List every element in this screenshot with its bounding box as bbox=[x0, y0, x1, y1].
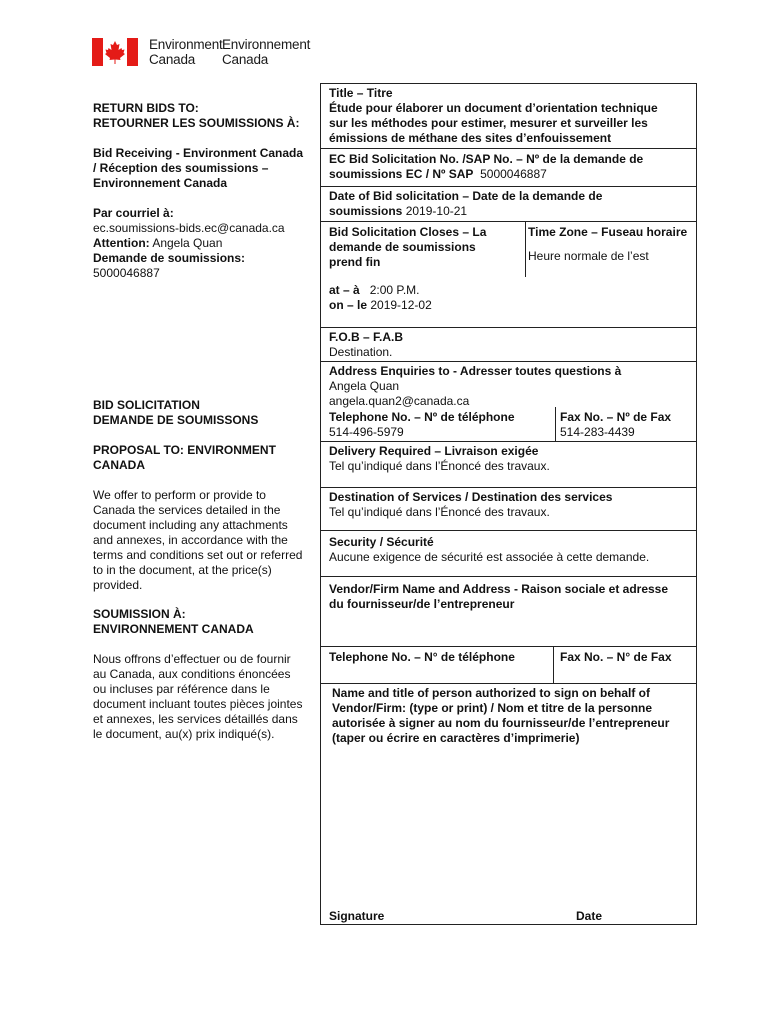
title-section bbox=[329, 86, 695, 146]
vendor-phone-field[interactable] bbox=[329, 650, 551, 665]
vendor-fax-label: Fax No. – N° de Fax bbox=[560, 650, 672, 664]
form-divider bbox=[320, 327, 697, 328]
vendor-telephone-label: Telephone No. – N° de téléphone bbox=[329, 650, 515, 664]
form-divider bbox=[320, 148, 697, 149]
return-bids-fr: RETOURNER LES SOUMISSIONS À: bbox=[93, 116, 300, 130]
form-divider-vertical bbox=[553, 646, 554, 683]
closing-label-line2: demande de soumissions bbox=[329, 240, 476, 254]
bid-email-link[interactable]: ec.soumissions-bids.ec@canada.ca bbox=[93, 221, 285, 235]
soumission-line2: ENVIRONNEMENT CANADA bbox=[93, 622, 254, 636]
form-divider-vertical bbox=[525, 221, 526, 277]
closing-section bbox=[329, 225, 521, 270]
destination-label: Destination of Services / Destination des services bbox=[329, 490, 613, 504]
proposal-line2: CANADA bbox=[93, 458, 145, 472]
enquiries-phone bbox=[329, 410, 553, 440]
bid-receiving-line2: / Réception des soumissions – bbox=[93, 161, 269, 175]
form-divider-vertical bbox=[555, 407, 556, 441]
delivery-section bbox=[329, 444, 695, 474]
contact-block bbox=[93, 206, 321, 281]
form-divider bbox=[320, 361, 697, 362]
solicitation-date-label-line1: Date of Bid solicitation – Date de la demande de bbox=[329, 189, 603, 203]
offer-fr-line: Nous offrons d’effectuer ou de fournir bbox=[93, 652, 291, 666]
closing-datetime bbox=[329, 283, 689, 313]
canada-flag-logo bbox=[92, 38, 138, 66]
solicitation-date-label-line2: soumissions bbox=[329, 204, 403, 218]
solicitation-date-value: 2019-10-21 bbox=[405, 204, 468, 218]
fob-value: Destination. bbox=[329, 345, 393, 359]
security-value: Aucune exigence de sécurité est associée à cette demande. bbox=[329, 550, 650, 564]
signer-label-line3: autorisée à signer au nom du fournisseur/de l’entrepreneur bbox=[332, 716, 670, 730]
bid-receiving-line1: Bid Receiving - Environment Canada bbox=[93, 146, 304, 160]
signer-label-line4: (taper ou écrire en caractères d’imprimerie) bbox=[332, 731, 580, 745]
at-label: at – à bbox=[329, 283, 360, 297]
dept-en-line1: Environment bbox=[149, 37, 223, 52]
on-label: on – le bbox=[329, 298, 368, 312]
closing-date: 2019-12-02 bbox=[370, 298, 432, 312]
closing-time: 2:00 P.M. bbox=[369, 283, 420, 297]
form-divider bbox=[320, 646, 697, 647]
signature-label: Signature bbox=[329, 909, 385, 923]
demande-label: Demande de soumissions: bbox=[93, 251, 246, 265]
proposal-line1: PROPOSAL TO: ENVIRONMENT bbox=[93, 443, 276, 457]
time-zone-section bbox=[528, 225, 696, 264]
offer-fr-line: et annexes, les services détaillés dans bbox=[93, 712, 298, 726]
vendor-section[interactable] bbox=[329, 582, 695, 612]
form-divider bbox=[320, 186, 697, 187]
offer-fr-line: ou incluses par référence dans le bbox=[93, 682, 270, 696]
offer-fr-line: document incluant toutes pièces jointes bbox=[93, 697, 303, 711]
security-label: Security / Sécurité bbox=[329, 535, 434, 549]
title-label: Title – Titre bbox=[329, 86, 393, 100]
email-label: Par courriel à: bbox=[93, 206, 174, 220]
closing-label-line3: prend fin bbox=[329, 255, 381, 269]
vendor-label-line2: du fournisseur/de l’entrepreneur bbox=[329, 597, 515, 611]
offer-en-line: provided. bbox=[93, 578, 143, 592]
offer-en-line: We offer to perform or provide to bbox=[93, 488, 266, 502]
dept-fr-line1: Environnement bbox=[222, 37, 311, 52]
vendor-label-line1: Vendor/Firm Name and Address - Raison sociale et adresse bbox=[329, 582, 669, 596]
telephone-label: Telephone No. – Nº de téléphone bbox=[329, 410, 515, 424]
sap-label-line1: EC Bid Solicitation No. /SAP No. – Nº de la demande de bbox=[329, 152, 644, 166]
enquiries-label: Address Enquiries to - Adresser toutes questions à bbox=[329, 364, 622, 378]
soumission-line1: SOUMISSION À: bbox=[93, 607, 186, 621]
title-line: sur les méthodes pour estimer, mesurer et surveiller les bbox=[329, 116, 648, 130]
return-bids-heading bbox=[93, 101, 321, 131]
offer-text-fr bbox=[93, 652, 321, 742]
offer-en-line: Canada the services detailed in the bbox=[93, 503, 281, 517]
closing-label-line1: Bid Solicitation Closes – La bbox=[329, 225, 487, 239]
sap-section bbox=[329, 152, 695, 182]
enquiries-name: Angela Quan bbox=[329, 379, 400, 393]
title-line: Étude pour élaborer un document d’orientation technique bbox=[329, 101, 658, 115]
fax-label: Fax No. – Nº de Fax bbox=[560, 410, 672, 424]
solicitation-en: BID SOLICITATION bbox=[93, 398, 200, 412]
enquiries-fax bbox=[560, 410, 696, 440]
form-divider bbox=[320, 487, 697, 488]
delivery-label: Delivery Required – Livraison exigée bbox=[329, 444, 539, 458]
offer-en-line: terms and conditions set out or referred bbox=[93, 548, 303, 562]
fob-section bbox=[329, 330, 689, 360]
fax-value: 514-283-4439 bbox=[560, 425, 635, 439]
bid-receiving-line3: Environnement Canada bbox=[93, 176, 228, 190]
offer-fr-line: le document, au(x) prix indiqué(s). bbox=[93, 727, 275, 741]
form-divider bbox=[320, 683, 697, 684]
offer-en-line: to in the document, at the price(s) bbox=[93, 563, 272, 577]
department-name-fr bbox=[222, 37, 310, 67]
security-section bbox=[329, 535, 695, 565]
vendor-fax-field[interactable] bbox=[560, 650, 696, 665]
return-bids-en: RETURN BIDS TO: bbox=[93, 101, 199, 115]
fob-label: F.O.B – F.A.B bbox=[329, 330, 404, 344]
soumission-heading bbox=[93, 607, 321, 637]
solicitation-date-section bbox=[329, 189, 695, 219]
signature-date-label: Date bbox=[576, 909, 603, 923]
demande-number: 5000046887 bbox=[93, 266, 160, 280]
bid-solicitation-heading bbox=[93, 398, 321, 428]
proposal-heading bbox=[93, 443, 321, 473]
time-zone-value: Heure normale de l’est bbox=[528, 249, 649, 263]
telephone-value: 514-496-5979 bbox=[329, 425, 404, 439]
attention-name: Angela Quan bbox=[152, 236, 223, 250]
form-divider bbox=[320, 441, 697, 442]
signer-label-line2: Vendor/Firm: (type or print) / Nom et titre de la personne bbox=[332, 701, 653, 715]
attention-label: Attention: bbox=[93, 236, 150, 250]
department-name-en bbox=[149, 37, 223, 67]
offer-en-line: document including any attachments bbox=[93, 518, 288, 532]
form-divider bbox=[320, 530, 697, 531]
offer-en-line: and annexes, in accordance with the bbox=[93, 533, 288, 547]
enquiries-email-link[interactable]: angela.quan2@canada.ca bbox=[329, 394, 470, 408]
bid-receiving bbox=[93, 146, 321, 191]
title-line: émissions de méthane des sites d’enfouissement bbox=[329, 131, 612, 145]
signer-label-line1: Name and title of person authorized to sign on behalf of bbox=[332, 686, 651, 700]
offer-text-en bbox=[93, 488, 321, 593]
destination-section bbox=[329, 490, 695, 520]
solicitation-fr: DEMANDE DE SOUMISSONS bbox=[93, 413, 259, 427]
delivery-value: Tel qu’indiqué dans l’Énoncé des travaux. bbox=[329, 459, 550, 473]
offer-fr-line: au Canada, aux conditions énoncées bbox=[93, 667, 291, 681]
enquiries-section bbox=[329, 364, 695, 409]
sap-number: 5000046887 bbox=[480, 167, 547, 181]
time-zone-label: Time Zone – Fuseau horaire bbox=[528, 225, 688, 239]
dept-fr-line2: Canada bbox=[222, 52, 269, 67]
authorized-signer-field[interactable] bbox=[332, 686, 695, 746]
form-divider bbox=[320, 221, 697, 222]
dept-en-line2: Canada bbox=[149, 52, 196, 67]
form-divider bbox=[320, 576, 697, 577]
sap-label-line2: soumissions EC / Nº SAP bbox=[329, 167, 474, 181]
destination-value: Tel qu’indiqué dans l’Énoncé des travaux. bbox=[329, 505, 550, 519]
